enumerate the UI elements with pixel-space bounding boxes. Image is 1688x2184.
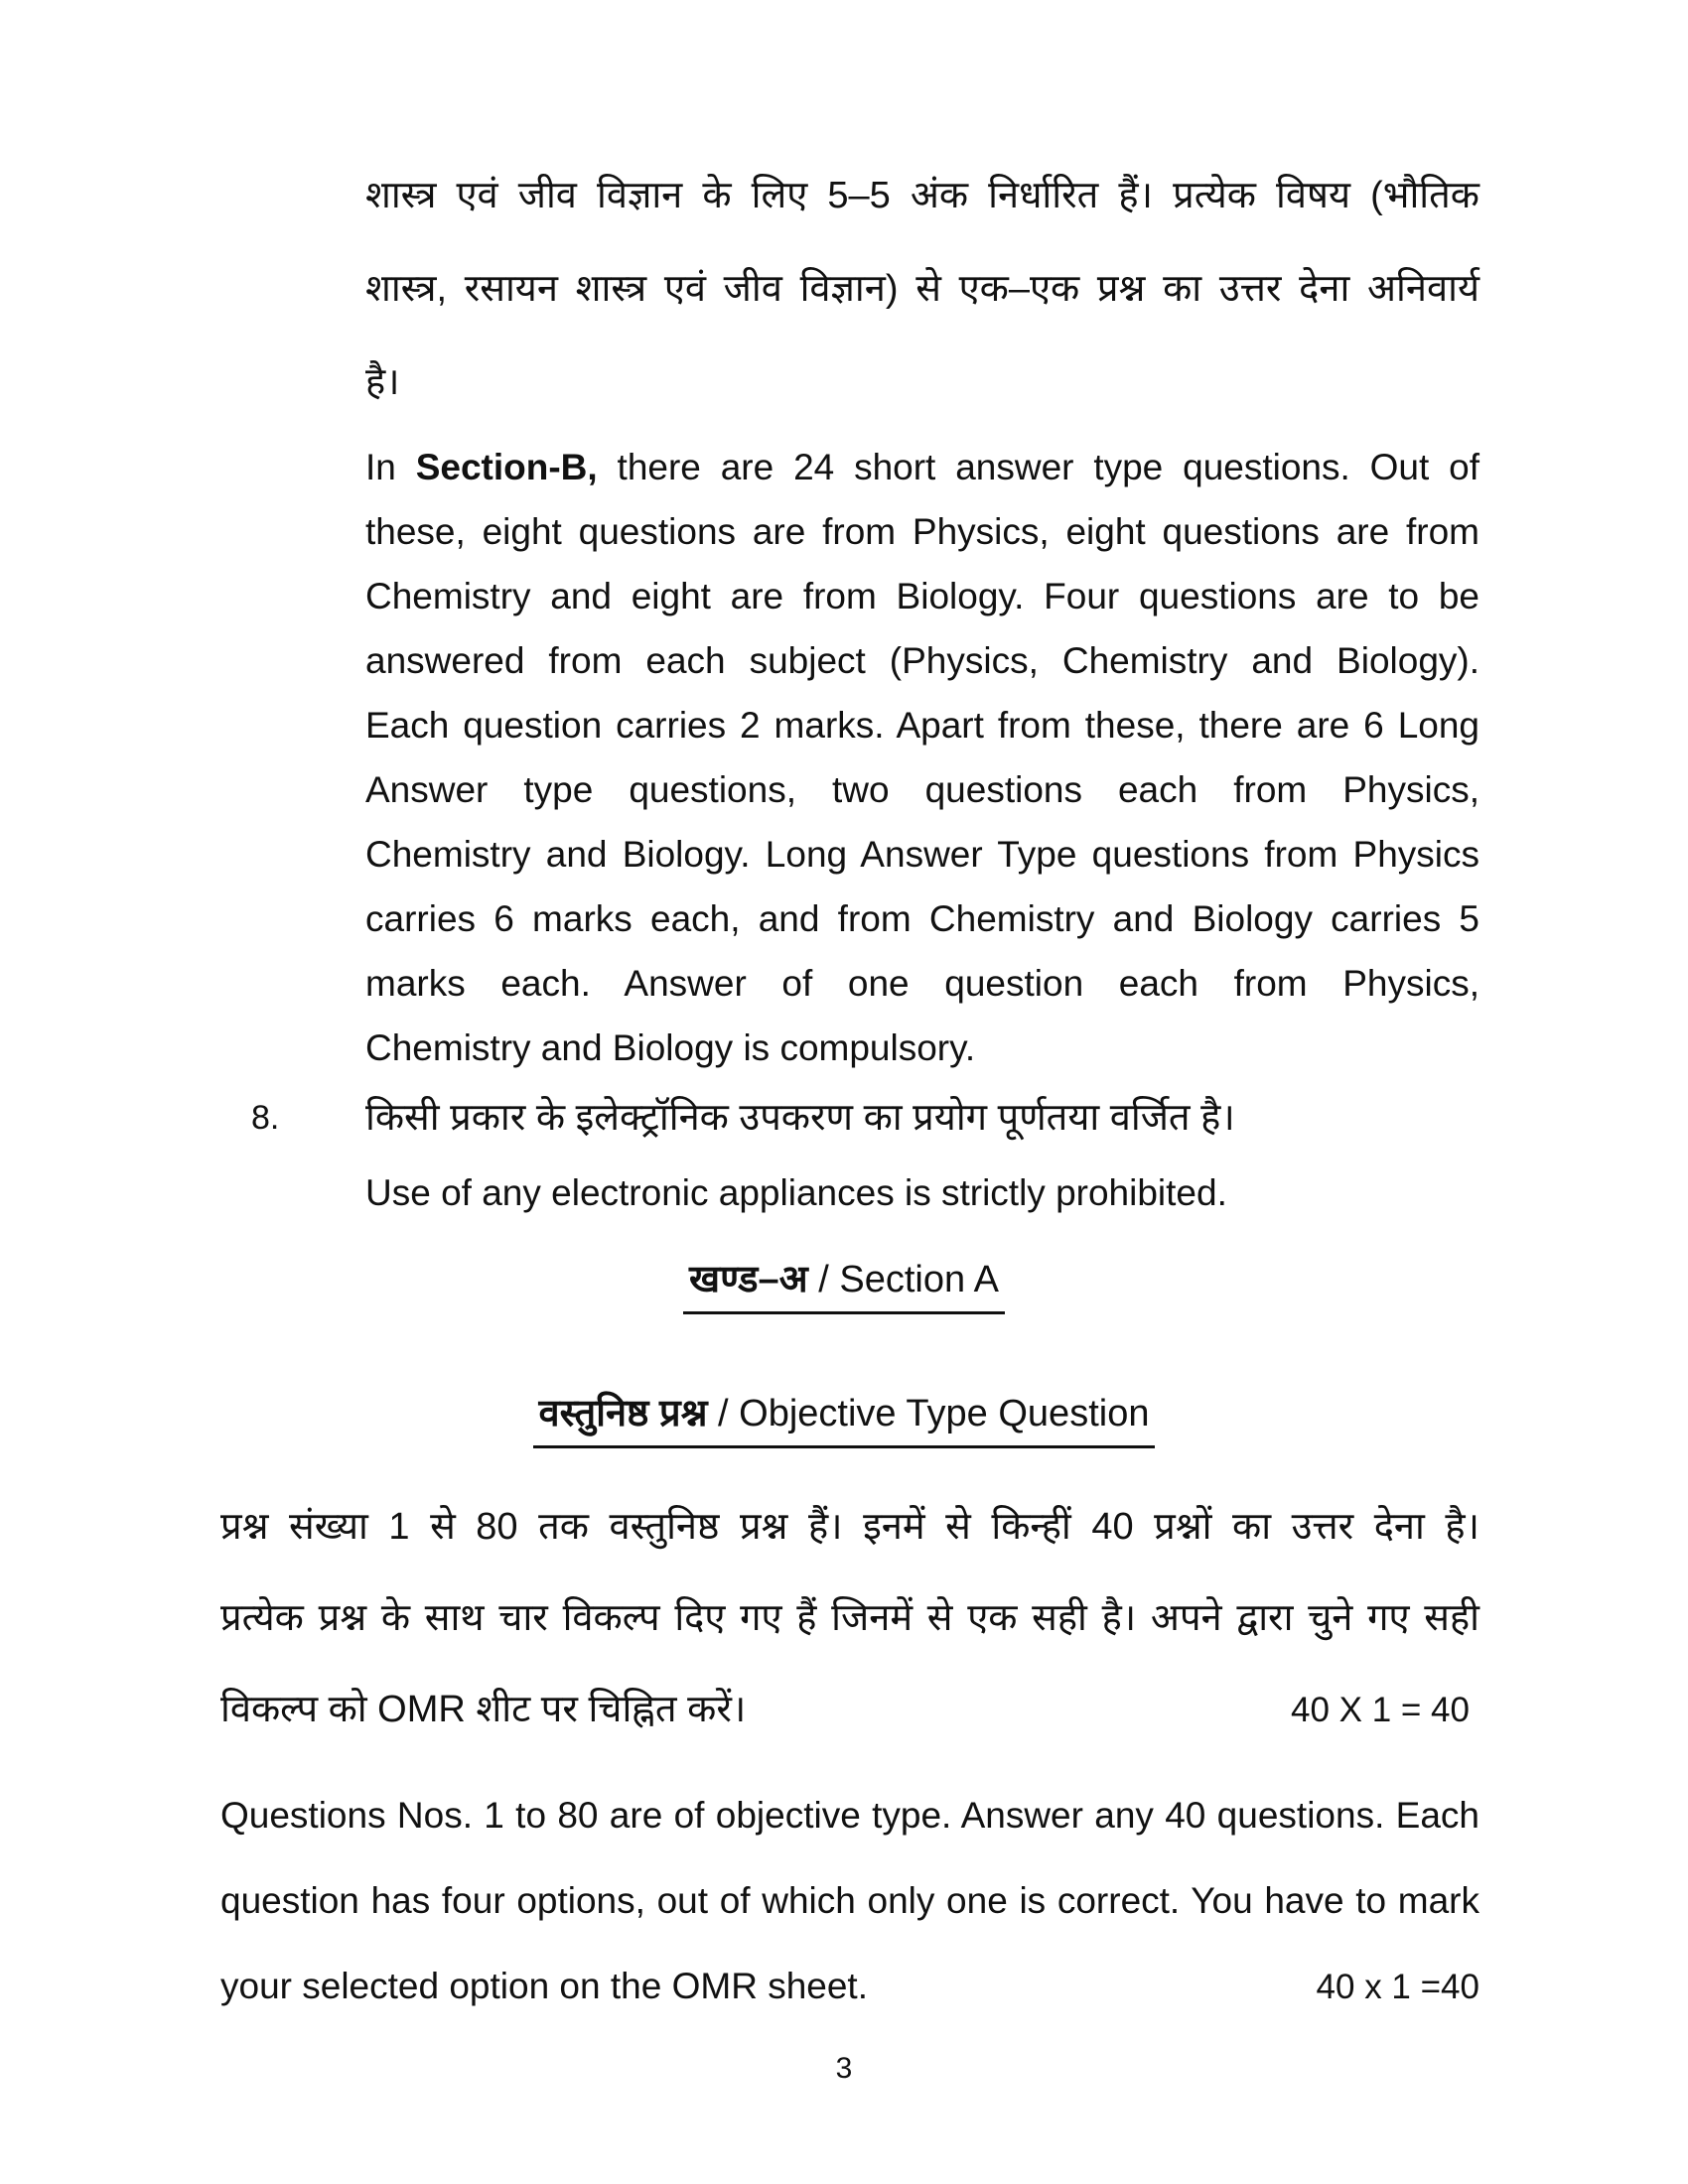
section-b-paragraph — [365, 435, 1479, 1080]
objective-english-last-line-row — [220, 1944, 1479, 2030]
section-b-bold-label: Section-B, — [415, 447, 598, 487]
section-a-heading-separator: / — [807, 1259, 840, 1300]
section-b-line: Answer type questions, two questions each from Physics, — [365, 769, 1479, 810]
section-a-heading — [0, 1256, 1688, 1314]
section-b-line: carries 6 marks each, and from Chemistry and Biology carries 5 — [365, 898, 1479, 939]
section-b-line: these, eight questions are from Physics, eight questions are from — [365, 511, 1479, 552]
item-8-number: 8. — [251, 1099, 280, 1137]
objective-heading-english: Objective Type Question — [739, 1393, 1150, 1434]
objective-hindi-line: प्रत्येक प्रश्न के साथ चार विकल्प दिए गए हैं जिनमें से एक सही है। अपने द्वारा चुने गए सही — [220, 1597, 1479, 1639]
objective-english-line: question has four options, out of which only one is correct. You have to mark — [220, 1880, 1479, 1921]
section-b-line: Each question carries 2 marks. Apart from these, there are 6 Long — [365, 705, 1479, 746]
section-b-line: marks each. Answer of one question each from Physics, — [365, 963, 1479, 1004]
objective-hindi-last-line: विकल्प को OMR शीट पर चिह्नित करें। — [220, 1689, 747, 1730]
section-b-line: Chemistry and Biology. Long Answer Type questions from Physics — [365, 834, 1479, 875]
instruction-item-8 — [0, 1080, 1688, 1231]
objective-type-heading-text — [533, 1390, 1156, 1448]
marks-scheme-english: 40 x 1 =40 — [1316, 1968, 1479, 2006]
objective-instructions-hindi — [220, 1481, 1479, 1756]
marks-scheme-hindi: 40 X 1 = 40 — [1290, 1691, 1470, 1729]
section-b-line — [365, 435, 1479, 499]
objective-instructions-english — [220, 1773, 1479, 2030]
section-a-heading-text — [683, 1256, 1005, 1314]
intro-hindi-line: है। — [365, 361, 400, 403]
item-8-body — [365, 1080, 1688, 1231]
section-b-line1-pre: In — [365, 447, 416, 487]
objective-hindi-line: प्रश्न संख्या 1 से 80 तक वस्तुनिष्ठ प्रश्न हैं। इनमें से किन्हीं 40 प्रश्नों का उत्तर देना है। — [220, 1506, 1479, 1548]
intro-hindi-line: शास्त्र एवं जीव विज्ञान के लिए 5–5 अंक निर्धारित हैं। प्रत्येक विषय (भौतिक — [365, 175, 1479, 216]
section-b-line: answered from each subject (Physics, Chemistry and Biology). — [365, 640, 1479, 681]
item-8-english-text: Use of any electronic appliances is strictly prohibited. — [365, 1172, 1227, 1213]
page-number: 3 — [835, 2052, 853, 2085]
section-a-heading-hindi: खण्ड–अ — [689, 1259, 808, 1300]
section-a-heading-english: Section A — [839, 1259, 999, 1300]
objective-english-line: Questions Nos. 1 to 80 are of objective type. Answer any 40 questions. Each — [220, 1795, 1479, 1836]
objective-hindi-last-line-row — [220, 1664, 1479, 1756]
section-b-line: Chemistry and eight are from Biology. Four questions are to be — [365, 576, 1479, 616]
section-b-line1-rest: there are 24 short answer type questions. Out of — [597, 447, 1479, 487]
objective-english-last-line: your selected option on the OMR sheet. — [220, 1966, 868, 2006]
objective-type-heading — [0, 1390, 1688, 1448]
objective-heading-separator: / — [707, 1393, 740, 1434]
item-8-hindi-text: किसी प्रकार के इलेक्ट्रॉनिक उपकरण का प्रयोग पूर्णतया वर्जित है। — [365, 1097, 1235, 1139]
intro-hindi-line: शास्त्र, रसायन शास्त्र एवं जीव विज्ञान) से एक–एक प्रश्न का उत्तर देना अनिवार्य — [365, 268, 1479, 310]
objective-heading-hindi: वस्तुनिष्ठ प्रश्न — [538, 1393, 708, 1434]
intro-hindi-paragraph — [365, 149, 1479, 429]
section-b-line: Chemistry and Biology is compulsory. — [365, 1027, 976, 1068]
